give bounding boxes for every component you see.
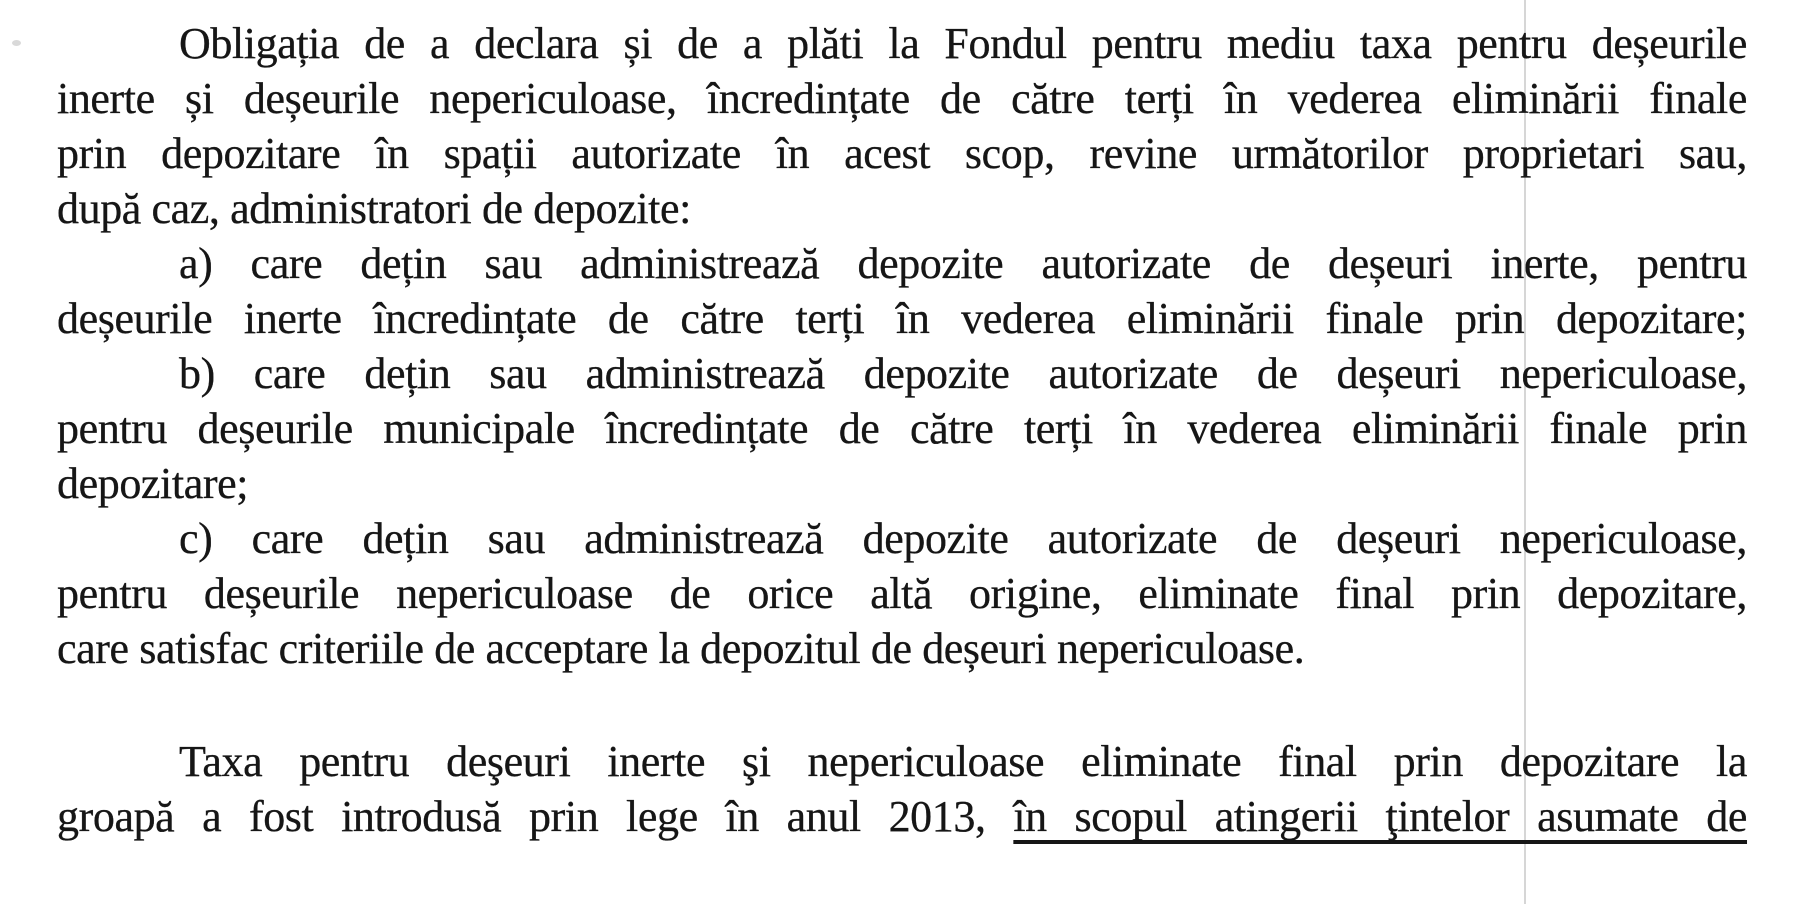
text-line bbox=[57, 71, 1747, 126]
text-segment: a) care dețin sau administrează depozite autorizate de deșeuri inerte, pentru bbox=[179, 239, 1747, 288]
text-segment: Taxa pentru deşeuri inerte şi nepericuloase eliminate final prin depozitare la bbox=[179, 737, 1747, 786]
underlined-text-segment: în scopul atingerii ţintelor asumate de bbox=[1013, 792, 1748, 841]
text-segment: inerte și deșeurile nepericuloase, încredințate de către terți în vederea eliminării finale bbox=[57, 74, 1747, 123]
text-line bbox=[57, 734, 1747, 789]
scan-artifact-speck bbox=[12, 40, 21, 46]
text-line bbox=[57, 126, 1747, 181]
text-line bbox=[57, 291, 1747, 346]
text-segment: care satisfac criteriile de acceptare la depozitul de deșeuri nepericuloase. bbox=[57, 624, 1305, 673]
text-segment: b) care dețin sau administrează depozite autorizate de deșeuri nepericuloase, bbox=[179, 349, 1747, 398]
text-line bbox=[57, 566, 1747, 621]
text-line bbox=[57, 181, 1747, 236]
text-segment: prin depozitare în spații autorizate în acest scop, revine următorilor proprietari sau, bbox=[57, 129, 1747, 178]
document-text-block bbox=[57, 16, 1747, 844]
text-segment: Obligația de a declara și de a plăti la Fondul pentru mediu taxa pentru deșeurile bbox=[179, 19, 1747, 68]
text-segment: c) care dețin sau administrează depozite autorizate de deșeuri nepericuloase, bbox=[179, 514, 1747, 563]
text-line bbox=[57, 16, 1747, 71]
text-segment: deșeurile inerte încredințate de către terți în vederea eliminării finale prin depozitare; bbox=[57, 294, 1747, 343]
text-line bbox=[57, 789, 1747, 844]
text-segment: groapă a fost introdusă prin lege în anul 2013, bbox=[57, 792, 1014, 841]
text-line bbox=[57, 346, 1747, 401]
text-segment: depozitare; bbox=[57, 459, 249, 508]
text-line bbox=[57, 236, 1747, 291]
text-line bbox=[57, 401, 1747, 456]
text-line bbox=[57, 456, 1747, 511]
text-line bbox=[57, 511, 1747, 566]
text-segment: după caz, administratori de depozite: bbox=[57, 184, 691, 233]
text-segment: pentru deșeurile municipale încredințate de către terți în vederea eliminării finale prin bbox=[57, 404, 1747, 453]
text-segment: pentru deșeurile nepericuloase de orice altă origine, eliminate final prin depozitare, bbox=[57, 569, 1747, 618]
text-line bbox=[57, 621, 1747, 676]
